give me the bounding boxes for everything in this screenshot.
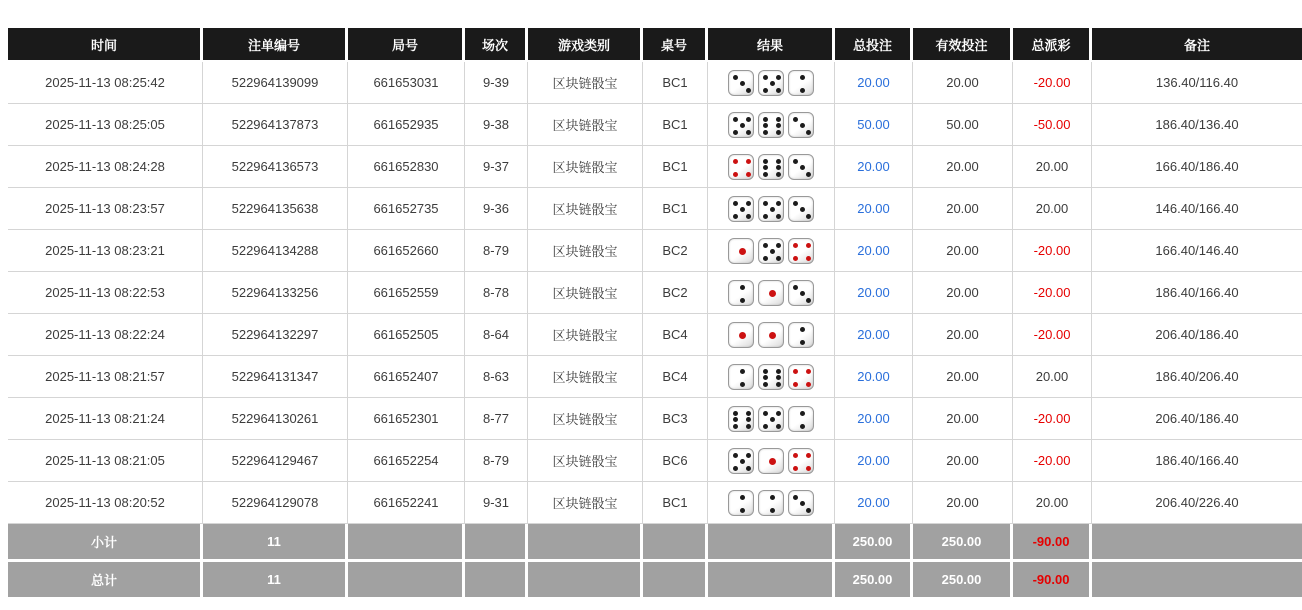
header-cell-table_no: 桌号 [643,28,708,62]
table-footer [8,524,1302,600]
cell-time: 2025-11-13 08:22:53 [8,272,203,314]
cell-table_no: BC4 [643,356,708,398]
cell-total_payout: -50.00 [1013,104,1092,146]
cell-total_payout: -20.00 [1013,314,1092,356]
cell-round_id: 661652301 [348,398,465,440]
dice-3-icon [788,490,814,516]
cell-session: 8-63 [465,356,528,398]
cell-session: 9-38 [465,104,528,146]
dice-2-icon [728,280,754,306]
cell-bet_id: 522964129078 [203,482,348,524]
cell-game_type: 区块链骰宝 [528,314,643,356]
cell-total_bet: 20.00 [835,356,913,398]
footer-empty-cell [643,524,708,562]
cell-session: 9-36 [465,188,528,230]
footer-bet-count: 11 [203,524,348,562]
cell-total_bet: 20.00 [835,314,913,356]
dice-5-icon [758,196,784,222]
cell-valid_bet: 20.00 [913,188,1013,230]
cell-session: 9-39 [465,62,528,104]
footer-valid-bet: 250.00 [913,524,1013,562]
cell-time: 2025-11-13 08:24:28 [8,146,203,188]
table-row [8,188,1302,230]
cell-remark: 166.40/186.40 [1092,146,1302,188]
cell-total_bet: 50.00 [835,104,913,146]
footer-bet-count: 11 [203,562,348,600]
cell-valid_bet: 50.00 [913,104,1013,146]
footer-empty-cell [528,562,643,600]
cell-game_type: 区块链骰宝 [528,356,643,398]
dice-result [708,238,834,264]
cell-bet_id: 522964137873 [203,104,348,146]
header-cell-valid_bet: 有效投注 [913,28,1013,62]
dice-2-icon [788,322,814,348]
cell-result [708,314,835,356]
cell-total_bet: 20.00 [835,230,913,272]
footer-empty-cell [348,524,465,562]
dice-1-icon [758,448,784,474]
cell-remark: 146.40/166.40 [1092,188,1302,230]
header-cell-remark: 备注 [1092,28,1302,62]
cell-session: 8-77 [465,398,528,440]
cell-time: 2025-11-13 08:22:24 [8,314,203,356]
dice-2-icon [758,490,784,516]
cell-remark: 206.40/186.40 [1092,398,1302,440]
cell-round_id: 661652735 [348,188,465,230]
cell-time: 2025-11-13 08:21:05 [8,440,203,482]
cell-round_id: 661652254 [348,440,465,482]
dice-4-icon [788,238,814,264]
cell-total_payout: -20.00 [1013,398,1092,440]
header-cell-total_payout: 总派彩 [1013,28,1092,62]
dice-6-icon [758,112,784,138]
dice-result [708,196,834,222]
footer-valid-bet: 250.00 [913,562,1013,600]
cell-session: 8-64 [465,314,528,356]
cell-remark: 186.40/136.40 [1092,104,1302,146]
footer-total-payout: -90.00 [1013,562,1092,600]
dice-result [708,70,834,96]
dice-2-icon [788,70,814,96]
cell-total_payout: 20.00 [1013,146,1092,188]
cell-remark: 206.40/186.40 [1092,314,1302,356]
cell-time: 2025-11-13 08:25:05 [8,104,203,146]
dice-5-icon [728,112,754,138]
cell-bet_id: 522964135638 [203,188,348,230]
footer-empty-cell [708,562,835,600]
cell-valid_bet: 20.00 [913,230,1013,272]
dice-result [708,490,834,516]
cell-remark: 206.40/226.40 [1092,482,1302,524]
cell-table_no: BC1 [643,104,708,146]
dice-3-icon [788,196,814,222]
footer-total-payout: -90.00 [1013,524,1092,562]
cell-table_no: BC6 [643,440,708,482]
cell-game_type: 区块链骰宝 [528,104,643,146]
table-header [8,28,1302,62]
cell-result [708,272,835,314]
cell-total_payout: 20.00 [1013,188,1092,230]
cell-bet_id: 522964133256 [203,272,348,314]
cell-bet_id: 522964139099 [203,62,348,104]
cell-game_type: 区块链骰宝 [528,62,643,104]
grand-total-row [8,562,1302,600]
cell-bet_id: 522964132297 [203,314,348,356]
header-cell-round_id: 局号 [348,28,465,62]
betting-records-table [8,28,1302,600]
cell-remark: 136.40/116.40 [1092,62,1302,104]
cell-result [708,188,835,230]
cell-remark: 166.40/146.40 [1092,230,1302,272]
footer-label: 总计 [8,562,203,600]
cell-game_type: 区块链骰宝 [528,440,643,482]
table-row [8,230,1302,272]
cell-game_type: 区块链骰宝 [528,188,643,230]
dice-result [708,448,834,474]
cell-table_no: BC2 [643,272,708,314]
footer-empty-cell [465,562,528,600]
cell-round_id: 661652505 [348,314,465,356]
header-cell-session: 场次 [465,28,528,62]
cell-valid_bet: 20.00 [913,272,1013,314]
dice-3-icon [788,154,814,180]
footer-empty-cell [1092,524,1302,562]
cell-result [708,482,835,524]
cell-session: 8-78 [465,272,528,314]
cell-time: 2025-11-13 08:21:57 [8,356,203,398]
header-cell-game_type: 游戏类别 [528,28,643,62]
cell-result [708,356,835,398]
cell-remark: 186.40/206.40 [1092,356,1302,398]
footer-total-bet: 250.00 [835,524,913,562]
cell-result [708,146,835,188]
cell-bet_id: 522964129467 [203,440,348,482]
table-row [8,314,1302,356]
table-row [8,440,1302,482]
cell-game_type: 区块链骰宝 [528,272,643,314]
cell-round_id: 661652830 [348,146,465,188]
table-row [8,104,1302,146]
cell-total_bet: 20.00 [835,62,913,104]
cell-result [708,440,835,482]
cell-round_id: 661652407 [348,356,465,398]
table-body [8,62,1302,524]
dice-5-icon [758,70,784,96]
cell-total_payout: -20.00 [1013,272,1092,314]
cell-valid_bet: 20.00 [913,62,1013,104]
dice-result [708,364,834,390]
table-row [8,356,1302,398]
dice-4-icon [788,364,814,390]
table-row [8,272,1302,314]
cell-table_no: BC2 [643,230,708,272]
dice-1-icon [728,322,754,348]
dice-5-icon [758,406,784,432]
cell-total_payout: -20.00 [1013,440,1092,482]
cell-session: 8-79 [465,230,528,272]
cell-total_bet: 20.00 [835,188,913,230]
dice-6-icon [728,406,754,432]
cell-result [708,398,835,440]
dice-result [708,322,834,348]
dice-3-icon [788,112,814,138]
dice-5-icon [728,448,754,474]
footer-empty-cell [465,524,528,562]
dice-6-icon [758,364,784,390]
cell-result [708,62,835,104]
cell-total_payout: -20.00 [1013,62,1092,104]
dice-result [708,154,834,180]
dice-5-icon [758,238,784,264]
header-cell-result: 结果 [708,28,835,62]
cell-total_bet: 20.00 [835,482,913,524]
cell-time: 2025-11-13 08:25:42 [8,62,203,104]
dice-2-icon [728,364,754,390]
header-cell-total_bet: 总投注 [835,28,913,62]
cell-bet_id: 522964130261 [203,398,348,440]
cell-round_id: 661652241 [348,482,465,524]
cell-total_bet: 20.00 [835,146,913,188]
cell-session: 9-31 [465,482,528,524]
header-cell-bet_id: 注单编号 [203,28,348,62]
cell-remark: 186.40/166.40 [1092,440,1302,482]
cell-valid_bet: 20.00 [913,356,1013,398]
cell-game_type: 区块链骰宝 [528,230,643,272]
cell-game_type: 区块链骰宝 [528,146,643,188]
cell-round_id: 661652935 [348,104,465,146]
footer-empty-cell [348,562,465,600]
cell-time: 2025-11-13 08:20:52 [8,482,203,524]
cell-time: 2025-11-13 08:21:24 [8,398,203,440]
footer-empty-cell [528,524,643,562]
dice-result [708,406,834,432]
footer-label: 小计 [8,524,203,562]
cell-valid_bet: 20.00 [913,482,1013,524]
dice-4-icon [728,154,754,180]
cell-game_type: 区块链骰宝 [528,482,643,524]
dice-2-icon [788,406,814,432]
cell-bet_id: 522964134288 [203,230,348,272]
dice-4-icon [788,448,814,474]
cell-total_payout: 20.00 [1013,356,1092,398]
dice-2-icon [728,490,754,516]
dice-6-icon [758,154,784,180]
cell-bet_id: 522964136573 [203,146,348,188]
cell-result [708,104,835,146]
cell-round_id: 661652660 [348,230,465,272]
dice-5-icon [728,196,754,222]
header-row [8,28,1302,62]
footer-empty-cell [708,524,835,562]
cell-remark: 186.40/166.40 [1092,272,1302,314]
cell-total_payout: -20.00 [1013,230,1092,272]
cell-table_no: BC1 [643,146,708,188]
dice-3-icon [728,70,754,96]
footer-empty-cell [1092,562,1302,600]
dice-result [708,280,834,306]
cell-table_no: BC3 [643,398,708,440]
table-row [8,398,1302,440]
cell-valid_bet: 20.00 [913,440,1013,482]
table-row [8,146,1302,188]
table-row [8,482,1302,524]
cell-table_no: BC4 [643,314,708,356]
cell-session: 8-79 [465,440,528,482]
cell-round_id: 661652559 [348,272,465,314]
cell-round_id: 661653031 [348,62,465,104]
footer-empty-cell [643,562,708,600]
cell-total_bet: 20.00 [835,398,913,440]
subtotal-row [8,524,1302,562]
cell-total_payout: 20.00 [1013,482,1092,524]
table-row [8,62,1302,104]
cell-valid_bet: 20.00 [913,314,1013,356]
dice-3-icon [788,280,814,306]
cell-valid_bet: 20.00 [913,146,1013,188]
cell-game_type: 区块链骰宝 [528,398,643,440]
cell-table_no: BC1 [643,482,708,524]
cell-table_no: BC1 [643,188,708,230]
cell-total_bet: 20.00 [835,440,913,482]
cell-valid_bet: 20.00 [913,398,1013,440]
dice-1-icon [728,238,754,264]
header-cell-time: 时间 [8,28,203,62]
cell-table_no: BC1 [643,62,708,104]
cell-time: 2025-11-13 08:23:57 [8,188,203,230]
dice-1-icon [758,322,784,348]
cell-result [708,230,835,272]
cell-session: 9-37 [465,146,528,188]
footer-total-bet: 250.00 [835,562,913,600]
cell-bet_id: 522964131347 [203,356,348,398]
cell-time: 2025-11-13 08:23:21 [8,230,203,272]
dice-1-icon [758,280,784,306]
dice-result [708,112,834,138]
cell-total_bet: 20.00 [835,272,913,314]
